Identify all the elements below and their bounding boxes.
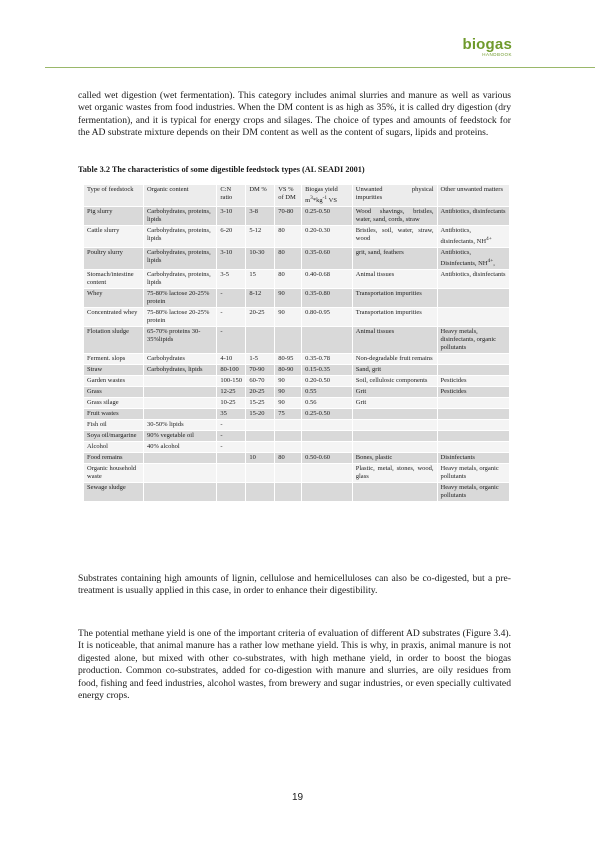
- cell-vs: [275, 442, 301, 452]
- cell-phys: [353, 483, 437, 501]
- cell-yield: 0.35-0.78: [302, 354, 352, 364]
- cell-other: [438, 398, 509, 408]
- cell-type: Soya oil/margarine: [84, 431, 143, 441]
- header-vs: VS % of DM: [275, 185, 301, 206]
- cell-vs: 75: [275, 409, 301, 419]
- header-type: Type of feedstock: [84, 185, 143, 206]
- cell-phys: Wood shavings, bristles, water, sand, cords, straw: [353, 207, 437, 225]
- header-rule: [45, 67, 595, 68]
- header-physical: Unwanted physical impurities: [353, 185, 437, 206]
- cell-phys: Grit: [353, 398, 437, 408]
- cell-type: Grass silage: [84, 398, 143, 408]
- cell-type: Cattle slurry: [84, 226, 143, 247]
- cell-cn: 6-20: [217, 226, 245, 247]
- cell-other: [438, 354, 509, 364]
- cell-other: Antibiotics, disinfectants: [438, 207, 509, 225]
- table-row: [84, 409, 509, 419]
- cell-vs: 80: [275, 270, 301, 288]
- table-row: [84, 420, 509, 430]
- cell-other: [438, 442, 509, 452]
- cell-other: Pesticides: [438, 376, 509, 386]
- cell-dm: [246, 464, 274, 482]
- table-row: [84, 453, 509, 463]
- cell-other: [438, 420, 509, 430]
- cell-yield: 0.55: [302, 387, 352, 397]
- cell-other: Heavy metals, organic pollutants: [438, 483, 509, 501]
- cell-yield: [302, 327, 352, 353]
- table-row: [84, 289, 509, 307]
- table-row: [84, 327, 509, 353]
- cell-yield: [302, 464, 352, 482]
- cell-dm: [246, 431, 274, 441]
- table-row: [84, 207, 509, 225]
- cell-dm: 20-25: [246, 387, 274, 397]
- cell-vs: 80: [275, 226, 301, 247]
- cell-cn: -: [217, 420, 245, 430]
- cell-phys: Plastic, metal, stones, wood, glass: [353, 464, 437, 482]
- cell-vs: 80: [275, 453, 301, 463]
- cell-type: Pig slurry: [84, 207, 143, 225]
- cell-organic: Carbohydrates, lipids: [144, 365, 216, 375]
- brand-logo: [462, 37, 512, 58]
- cell-organic: Carbohydrates, proteins, lipids: [144, 270, 216, 288]
- cell-vs: [275, 464, 301, 482]
- header-dm: DM %: [246, 185, 274, 206]
- table-row: [84, 387, 509, 397]
- cell-cn: [217, 464, 245, 482]
- cell-vs: 70-80: [275, 207, 301, 225]
- table-header-row: [84, 185, 509, 206]
- cell-cn: -: [217, 442, 245, 452]
- cell-phys: Transportation impurities: [353, 308, 437, 326]
- cell-vs: 80-90: [275, 365, 301, 375]
- cell-cn: 100-150: [217, 376, 245, 386]
- cell-organic: Carbohydrates, proteins, lipids: [144, 207, 216, 225]
- cell-dm: 60-70: [246, 376, 274, 386]
- table-row: [84, 248, 509, 269]
- cell-cn: [217, 483, 245, 501]
- cell-type: Flotation sludge: [84, 327, 143, 353]
- paragraph-methane: The potential methane yield is one of the important criteria of evaluation of different AD substrates (Figure 3.4). It is noticeable, that animal manure has a rather low methane yield. This is why, in praxis, animal manure is not digested alone, but mixed with other co-substrates, with high methane yield, in order to boost the biogas production. Common co-substrates, added for co-digestion with manure and slurries, are oily residues from food, fishing and feed industries, alcohol wastes, from brewery and sugar industries, or even specially cultivated energy crops.: [78, 628, 511, 702]
- brand-subtitle: HANDBOOK: [482, 52, 512, 57]
- cell-other: Disinfectants: [438, 453, 509, 463]
- cell-phys: Grit: [353, 387, 437, 397]
- cell-type: Organic household waste: [84, 464, 143, 482]
- cell-dm: 8-12: [246, 289, 274, 307]
- cell-yield: 0.25-0.50: [302, 207, 352, 225]
- cell-cn: 35: [217, 409, 245, 419]
- cell-yield: 0.35-0.80: [302, 289, 352, 307]
- cell-yield: [302, 483, 352, 501]
- cell-organic: [144, 387, 216, 397]
- cell-phys: Soil, cellulosic components: [353, 376, 437, 386]
- header-cn: C:N ratio: [217, 185, 245, 206]
- cell-dm: 5-12: [246, 226, 274, 247]
- cell-other: Pesticides: [438, 387, 509, 397]
- cell-type: Whey: [84, 289, 143, 307]
- cell-yield: 0.15-0.35: [302, 365, 352, 375]
- cell-phys: [353, 409, 437, 419]
- cell-type: Stomach/intestine content: [84, 270, 143, 288]
- header-organic: Organic content: [144, 185, 216, 206]
- cell-organic: 75-80% lactose 20-25% protein: [144, 308, 216, 326]
- table-row: [84, 270, 509, 288]
- cell-cn: -: [217, 327, 245, 353]
- cell-other: Antibiotics, disinfectants: [438, 270, 509, 288]
- cell-organic: [144, 409, 216, 419]
- cell-organic: [144, 453, 216, 463]
- paragraph-intro: called wet digestion (wet fermentation). This category includes animal slurries and manure as well as various wet organic wastes from food industries. When the DM content is as high as 35%, it is called dry digestion (dry fermentation), and it is typical for energy crops and silages. The choice of types and amounts of feedstock for the AD substrate mixture depends on their DM content as well as the content of sugars, lipids and proteins.: [78, 90, 511, 139]
- cell-cn: 3-10: [217, 207, 245, 225]
- cell-cn: 12-25: [217, 387, 245, 397]
- cell-dm: 10-30: [246, 248, 274, 269]
- cell-vs: 90: [275, 398, 301, 408]
- cell-phys: grit, sand, feathers: [353, 248, 437, 269]
- cell-dm: 20-25: [246, 308, 274, 326]
- cell-yield: 0.40-0.68: [302, 270, 352, 288]
- cell-yield: 0.20-0.50: [302, 376, 352, 386]
- table-row: [84, 442, 509, 452]
- cell-other: Antibiotics, disinfectants, $NH^{4+}$: [438, 226, 509, 247]
- table-row: [84, 398, 509, 408]
- table-caption: Table 3.2 The characteristics of some digestible feedstock types (AL SEADI 2001): [78, 165, 365, 174]
- cell-yield: 0.50-0.60: [302, 453, 352, 463]
- cell-organic: 75-80% lactose 20-25% protein: [144, 289, 216, 307]
- cell-yield: [302, 442, 352, 452]
- cell-cn: 3-5: [217, 270, 245, 288]
- cell-yield: 0.56: [302, 398, 352, 408]
- table-row: [84, 308, 509, 326]
- cell-vs: 90: [275, 387, 301, 397]
- cell-type: Grass: [84, 387, 143, 397]
- table-row: [84, 354, 509, 364]
- cell-phys: [353, 442, 437, 452]
- cell-vs: [275, 483, 301, 501]
- cell-yield: 0.20-0.30: [302, 226, 352, 247]
- cell-yield: [302, 420, 352, 430]
- cell-dm: 70-90: [246, 365, 274, 375]
- cell-cn: 10-25: [217, 398, 245, 408]
- cell-yield: 0.35-0.60: [302, 248, 352, 269]
- cell-cn: 80-100: [217, 365, 245, 375]
- cell-phys: Sand, grit: [353, 365, 437, 375]
- paragraph-lignin: Substrates containing high amounts of lignin, cellulose and hemicelluloses can also be co-digested, but a pre-treatment is usually applied in this case, in order to enhance their digestibility.: [78, 573, 511, 597]
- cell-cn: [217, 453, 245, 463]
- cell-organic: Carbohydrates, proteins, lipids: [144, 226, 216, 247]
- cell-phys: [353, 431, 437, 441]
- cell-phys: Non-degradable fruit remains: [353, 354, 437, 364]
- cell-type: Ferment. slops: [84, 354, 143, 364]
- cell-dm: [246, 442, 274, 452]
- cell-vs: [275, 431, 301, 441]
- cell-cn: -: [217, 308, 245, 326]
- table-row: [84, 365, 509, 375]
- cell-organic: [144, 398, 216, 408]
- cell-dm: 15-25: [246, 398, 274, 408]
- cell-dm: [246, 483, 274, 501]
- table-row: [84, 376, 509, 386]
- cell-organic: [144, 464, 216, 482]
- cell-phys: Animal tissues: [353, 270, 437, 288]
- page-number: 19: [291, 792, 304, 803]
- cell-type: Alcohol: [84, 442, 143, 452]
- cell-type: Fruit wastes: [84, 409, 143, 419]
- header-yield: Biogas yield $m^3*kg^{-1}$ VS: [302, 185, 352, 206]
- cell-vs: [275, 420, 301, 430]
- cell-organic: [144, 376, 216, 386]
- cell-type: Fish oil: [84, 420, 143, 430]
- cell-dm: 1-5: [246, 354, 274, 364]
- cell-cn: 3-10: [217, 248, 245, 269]
- cell-dm: [246, 420, 274, 430]
- cell-vs: 90: [275, 289, 301, 307]
- cell-yield: 0.80-0.95: [302, 308, 352, 326]
- cell-organic: 65-70% proteins 30-35%lipids: [144, 327, 216, 353]
- cell-type: Food remains: [84, 453, 143, 463]
- cell-vs: 90: [275, 376, 301, 386]
- table-row: [84, 431, 509, 441]
- cell-vs: 80: [275, 248, 301, 269]
- cell-type: Straw: [84, 365, 143, 375]
- cell-other: Heavy metals, organic pollutants: [438, 464, 509, 482]
- cell-yield: 0.25-0.50: [302, 409, 352, 419]
- cell-dm: 15-20: [246, 409, 274, 419]
- cell-cn: 4-10: [217, 354, 245, 364]
- header-other: Other unwanted matters: [438, 185, 509, 206]
- cell-dm: 3-8: [246, 207, 274, 225]
- cell-phys: Bristles, soil, water, straw, wood: [353, 226, 437, 247]
- table-row: [84, 464, 509, 482]
- cell-organic: 30-50% lipids: [144, 420, 216, 430]
- cell-phys: Bones, plastic: [353, 453, 437, 463]
- cell-dm: [246, 327, 274, 353]
- table-row: [84, 483, 509, 501]
- cell-organic: 40% alcohol: [144, 442, 216, 452]
- cell-phys: Transportation impurities: [353, 289, 437, 307]
- cell-vs: [275, 327, 301, 353]
- cell-other: [438, 365, 509, 375]
- cell-organic: [144, 483, 216, 501]
- cell-other: Heavy metals, disinfectants, organic pollutants: [438, 327, 509, 353]
- cell-vs: 80-95: [275, 354, 301, 364]
- cell-dm: 10: [246, 453, 274, 463]
- cell-other: [438, 431, 509, 441]
- cell-cn: -: [217, 289, 245, 307]
- feedstock-table: [83, 184, 510, 502]
- cell-other: Antibiotics, Disinfectants, $NH^{4+}$,: [438, 248, 509, 269]
- cell-other: [438, 308, 509, 326]
- cell-type: Sewage sludge: [84, 483, 143, 501]
- cell-dm: 15: [246, 270, 274, 288]
- cell-type: Concentrated whey: [84, 308, 143, 326]
- cell-other: [438, 409, 509, 419]
- cell-other: [438, 289, 509, 307]
- cell-organic: Carbohydrates: [144, 354, 216, 364]
- cell-organic: 90% vegetable oil: [144, 431, 216, 441]
- table-row: [84, 226, 509, 247]
- cell-yield: [302, 431, 352, 441]
- brand-title: biogas: [462, 36, 512, 53]
- cell-type: Garden wastes: [84, 376, 143, 386]
- cell-cn: -: [217, 431, 245, 441]
- cell-type: Poultry slurry: [84, 248, 143, 269]
- cell-phys: Animal tissues: [353, 327, 437, 353]
- cell-phys: [353, 420, 437, 430]
- cell-vs: 90: [275, 308, 301, 326]
- cell-organic: Carbohydrates, proteins, lipids: [144, 248, 216, 269]
